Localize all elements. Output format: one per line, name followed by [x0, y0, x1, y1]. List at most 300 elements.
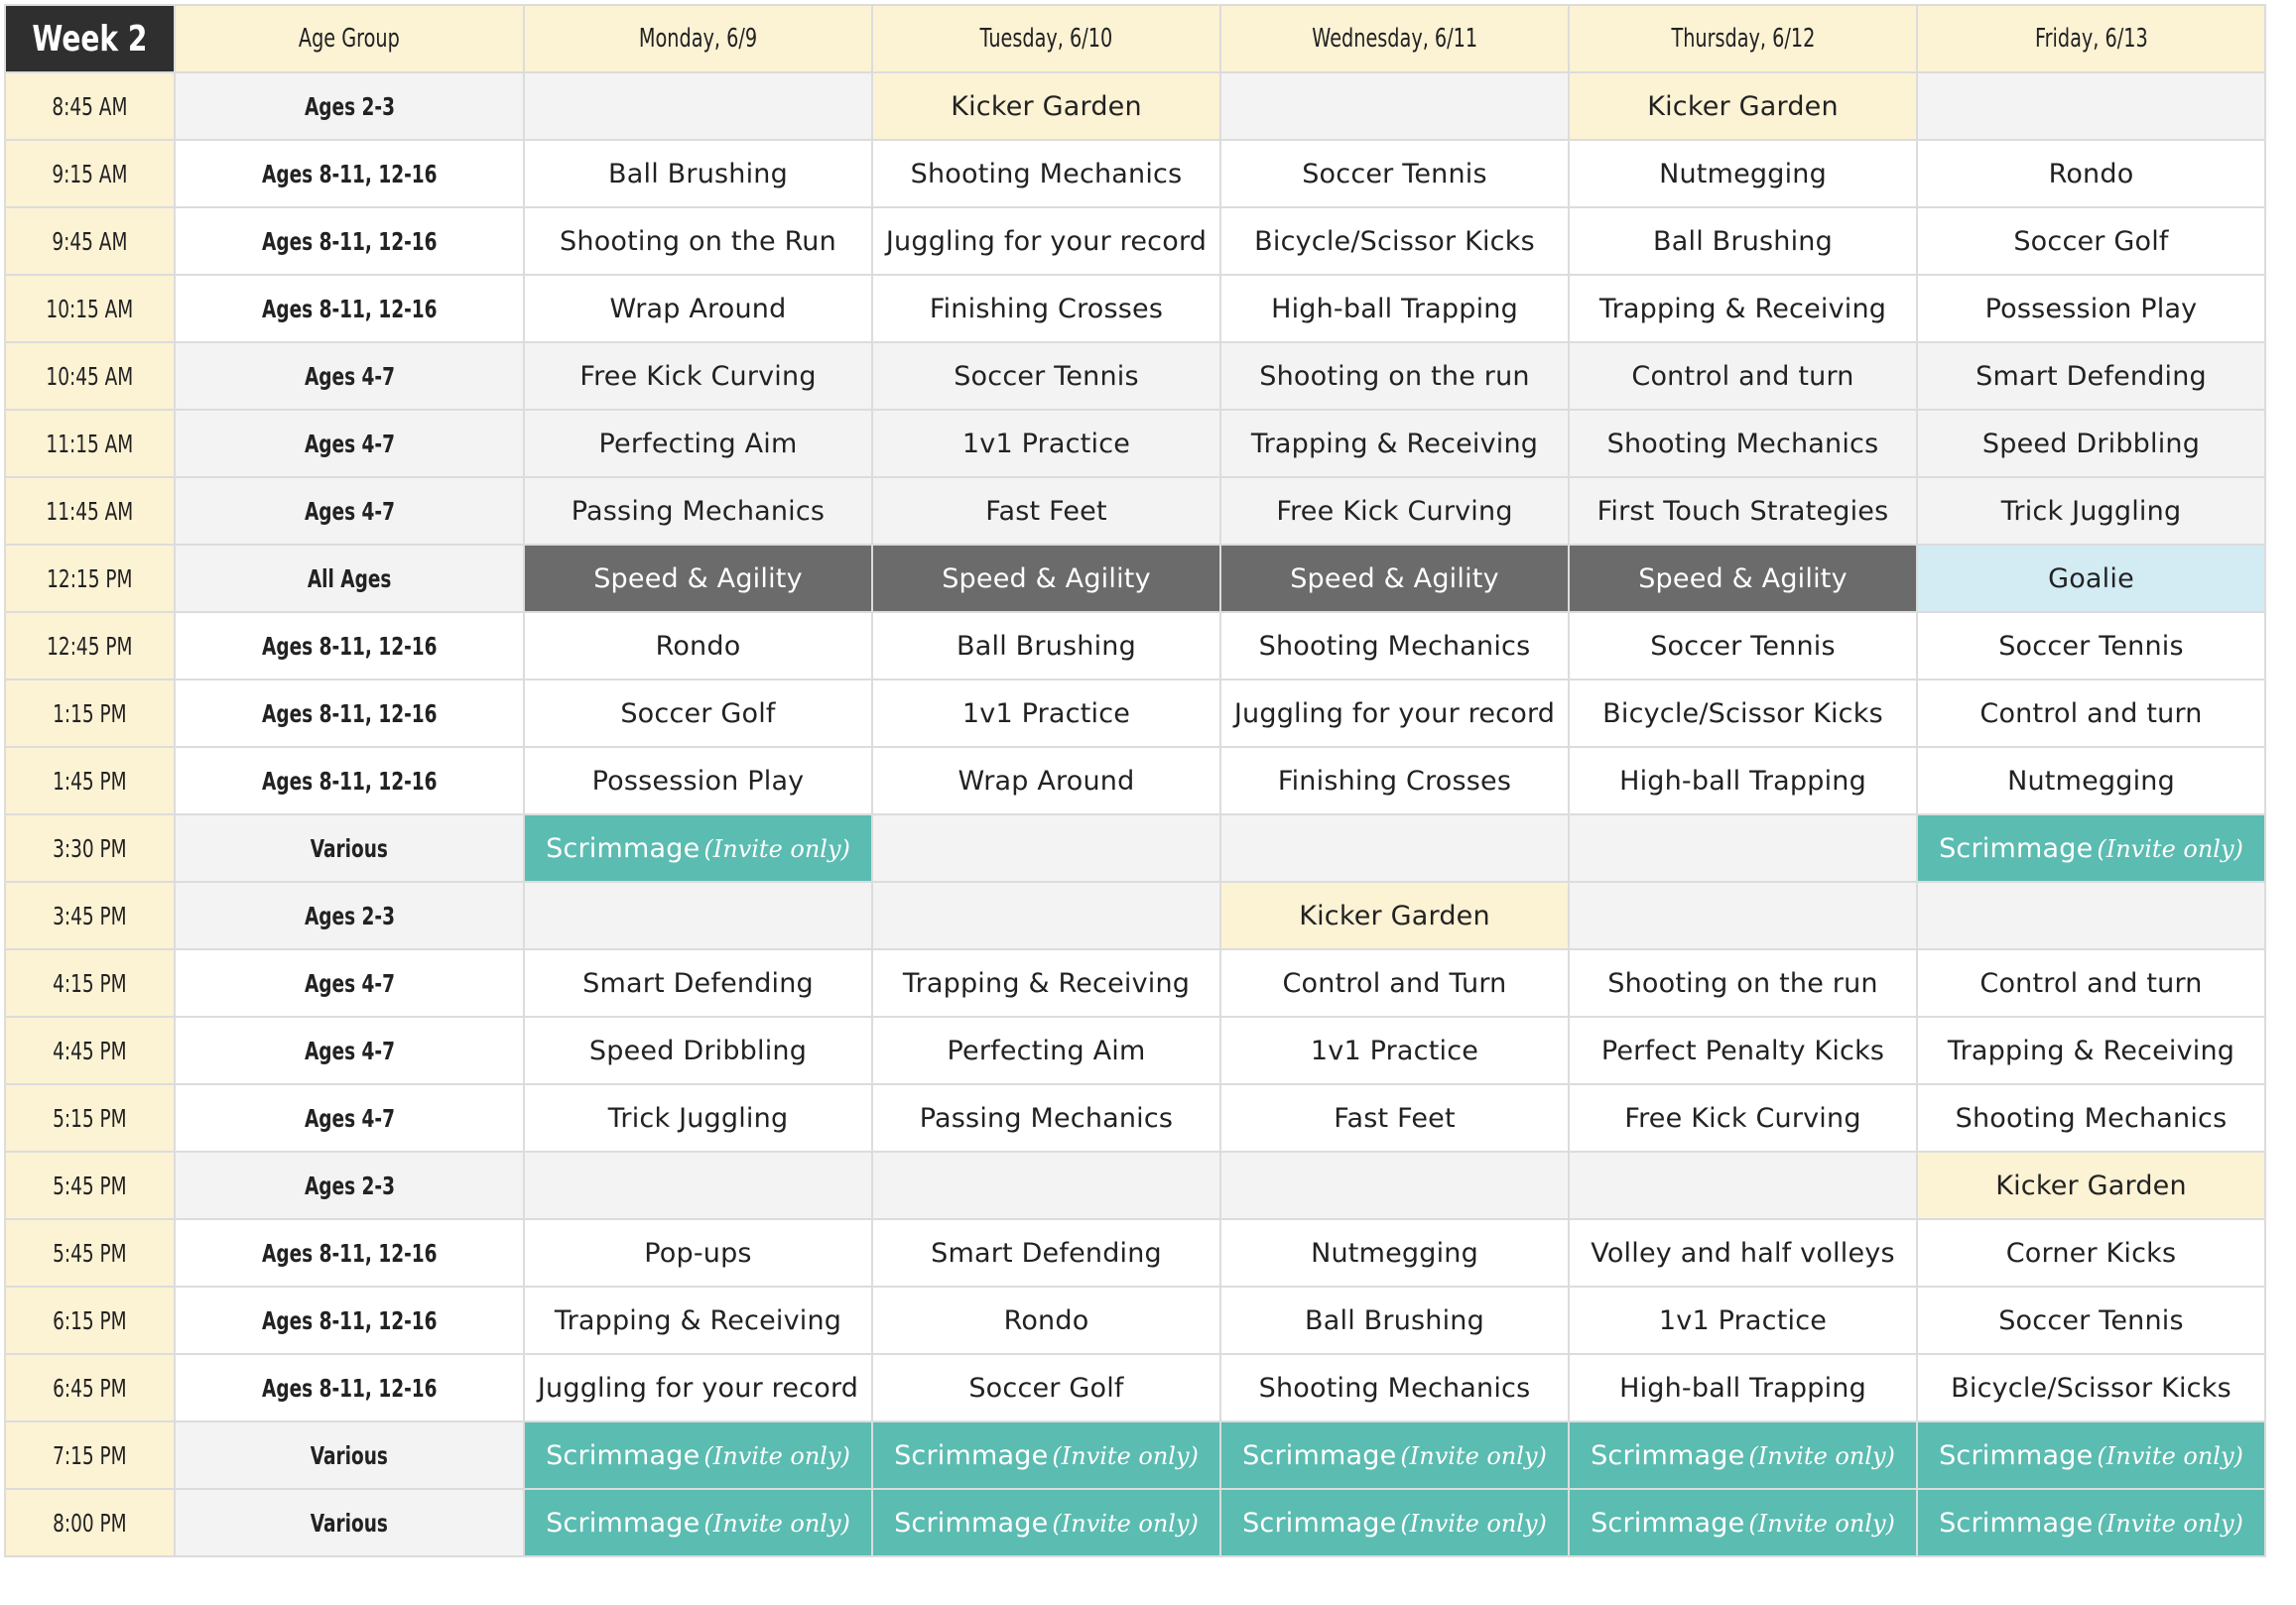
age-group-header-cell: [175, 5, 524, 72]
time-label: 1:45 PM: [53, 766, 127, 796]
activity-cell: [1917, 275, 2265, 342]
time-cell: [5, 545, 175, 612]
activity-cell: [1917, 747, 2265, 814]
activity-label: 1v1 Practice: [961, 428, 1131, 459]
age-group-cell: [175, 612, 524, 679]
time-cell: [5, 814, 175, 882]
age-group-label: Ages 4-7: [304, 496, 395, 526]
empty-cell: [1569, 882, 1917, 949]
time-label: 9:15 AM: [52, 159, 128, 188]
activity-label: Speed & Agility: [942, 562, 1151, 594]
time-cell: [5, 477, 175, 545]
activity-label: Trapping & Receiving: [1598, 293, 1887, 324]
age-group-label: Ages 8-11, 12-16: [261, 631, 438, 661]
age-group-label: Various: [310, 1508, 389, 1538]
activity-cell: [524, 1017, 872, 1084]
time-cell: [5, 140, 175, 207]
activity-label: Soccer Golf: [620, 697, 776, 729]
activity-cell: [1569, 410, 1917, 477]
activity-label: Ball Brushing: [1305, 1304, 1484, 1336]
activity-label: Ball Brushing: [608, 158, 788, 189]
activity-label: Corner Kicks: [2005, 1237, 2177, 1269]
empty-cell: [1917, 72, 2265, 140]
activity-cell: [1220, 1017, 1569, 1084]
activity-cell: [1569, 477, 1917, 545]
activity-cell: [872, 1219, 1220, 1287]
activity-cell: [524, 1219, 872, 1287]
activity-cell: [1917, 679, 2265, 747]
activity-note: (Invite only): [1748, 1441, 1895, 1470]
age-group-label: Ages 2-3: [304, 1171, 395, 1200]
activity-cell: [1569, 72, 1917, 140]
age-group-cell: [175, 1219, 524, 1287]
age-group-label: Various: [310, 1440, 389, 1470]
activity-cell: [872, 140, 1220, 207]
activity-label: Rondo: [1003, 1304, 1089, 1336]
activity-cell: [1917, 410, 2265, 477]
time-label: 5:15 PM: [53, 1103, 127, 1133]
time-cell: [5, 275, 175, 342]
day-header-label: Friday, 6/13: [2034, 24, 2148, 54]
activity-label: Soccer Tennis: [1650, 630, 1836, 662]
activity-cell: [524, 1287, 872, 1354]
activity-label: Kicker Garden: [951, 90, 1142, 122]
activity-label: Juggling for your record: [1233, 697, 1556, 729]
activity-label: Juggling for your record: [885, 225, 1208, 257]
schedule-row: [5, 1354, 2265, 1421]
activity-label: Perfect Penalty Kicks: [1600, 1035, 1885, 1066]
header-row: [5, 5, 2265, 72]
schedule-row: [5, 410, 2265, 477]
age-group-label: Ages 4-7: [304, 1103, 395, 1133]
week-label: Week 2: [32, 18, 148, 60]
schedule-row: [5, 342, 2265, 410]
time-label: 8:45 AM: [52, 91, 128, 121]
activity-label: Volley and half volleys: [1591, 1237, 1895, 1269]
time-label: 5:45 PM: [53, 1171, 127, 1200]
activity-cell: [1220, 1287, 1569, 1354]
age-group-cell: [175, 545, 524, 612]
activity-cell: [1569, 1287, 1917, 1354]
activity-cell: [1220, 477, 1569, 545]
time-cell: [5, 949, 175, 1017]
activity-label: Possession Play: [591, 765, 805, 797]
activity-label: Smart Defending: [1976, 360, 2207, 392]
age-group-label: Ages 8-11, 12-16: [261, 1373, 438, 1403]
time-cell: [5, 1152, 175, 1219]
activity-label: Goalie: [2048, 562, 2134, 594]
activity-label: Shooting Mechanics: [910, 158, 1183, 189]
age-group-cell: [175, 1489, 524, 1556]
schedule-row: [5, 814, 2265, 882]
age-group-label: Ages 2-3: [304, 91, 395, 121]
time-cell: [5, 612, 175, 679]
time-label: 10:45 AM: [46, 361, 134, 391]
activity-cell: [872, 949, 1220, 1017]
activity-label: Finishing Crosses: [1277, 765, 1512, 797]
activity-label: Bicycle/Scissor Kicks: [1951, 1372, 2232, 1404]
schedule-body: [5, 5, 2265, 1556]
day-header-monday: [524, 5, 872, 72]
activity-label: Scrimmage: [1591, 1507, 1745, 1539]
empty-cell: [872, 814, 1220, 882]
activity-note: (Invite only): [2097, 834, 2243, 863]
activity-label: First Touch Strategies: [1596, 495, 1889, 527]
activity-note: (Invite only): [2097, 1509, 2243, 1538]
age-group-header: Age Group: [299, 24, 400, 54]
empty-cell: [1220, 814, 1569, 882]
schedule-row: [5, 1017, 2265, 1084]
age-group-cell: [175, 814, 524, 882]
activity-cell: [872, 1489, 1220, 1556]
activity-label: Shooting on the Run: [560, 225, 836, 257]
activity-cell: [1917, 612, 2265, 679]
activity-label: Scrimmage: [1939, 832, 2094, 864]
activity-cell: [524, 747, 872, 814]
age-group-cell: [175, 882, 524, 949]
activity-cell: [872, 410, 1220, 477]
age-group-label: All Ages: [307, 563, 392, 593]
schedule-row: [5, 545, 2265, 612]
activity-cell: [1917, 477, 2265, 545]
activity-label: Shooting on the run: [1259, 360, 1530, 392]
empty-cell: [1220, 72, 1569, 140]
time-cell: [5, 747, 175, 814]
activity-label: Speed & Agility: [1290, 562, 1499, 594]
age-group-label: Ages 8-11, 12-16: [261, 159, 438, 188]
age-group-label: Ages 8-11, 12-16: [261, 698, 438, 728]
activity-cell: [1220, 1421, 1569, 1489]
empty-cell: [1917, 882, 2265, 949]
age-group-cell: [175, 140, 524, 207]
age-group-label: Ages 4-7: [304, 968, 395, 998]
schedule-row: [5, 747, 2265, 814]
age-group-cell: [175, 1354, 524, 1421]
activity-label: High-ball Trapping: [1619, 765, 1866, 797]
activity-label: Control and turn: [1979, 967, 2203, 999]
time-label: 12:15 PM: [47, 563, 133, 593]
time-label: 3:45 PM: [53, 901, 127, 930]
activity-cell: [524, 1489, 872, 1556]
time-label: 4:15 PM: [53, 968, 127, 998]
activity-label: High-ball Trapping: [1271, 293, 1518, 324]
activity-label: Shooting on the run: [1607, 967, 1878, 999]
activity-cell: [1569, 612, 1917, 679]
activity-cell: [1917, 1489, 2265, 1556]
activity-cell: [1220, 1084, 1569, 1152]
age-group-cell: [175, 949, 524, 1017]
activity-cell: [1569, 1219, 1917, 1287]
activity-label: Nutmegging: [2007, 765, 2175, 797]
activity-label: Trick Juggling: [607, 1102, 789, 1134]
time-label: 5:45 PM: [53, 1238, 127, 1268]
schedule-row: [5, 1287, 2265, 1354]
time-cell: [5, 679, 175, 747]
activity-label: Scrimmage: [1242, 1507, 1397, 1539]
activity-cell: [524, 1421, 872, 1489]
activity-cell: [872, 1421, 1220, 1489]
schedule-row: [5, 1489, 2265, 1556]
empty-cell: [1569, 814, 1917, 882]
time-cell: [5, 1017, 175, 1084]
activity-cell: [1917, 1152, 2265, 1219]
schedule-row: [5, 679, 2265, 747]
activity-label: Kicker Garden: [1995, 1170, 2187, 1201]
schedule-table: [4, 4, 2266, 1557]
activity-label: Perfecting Aim: [947, 1035, 1146, 1066]
activity-cell: [872, 275, 1220, 342]
activity-cell: [1569, 1017, 1917, 1084]
time-label: 4:45 PM: [53, 1036, 127, 1065]
activity-label: Rondo: [655, 630, 741, 662]
activity-label: Scrimmage: [1591, 1439, 1745, 1471]
activity-label: 1v1 Practice: [961, 697, 1131, 729]
activity-cell: [1569, 342, 1917, 410]
empty-cell: [872, 1152, 1220, 1219]
activity-cell: [524, 1354, 872, 1421]
activity-label: Bicycle/Scissor Kicks: [1602, 697, 1883, 729]
activity-label: Scrimmage: [1939, 1507, 2094, 1539]
activity-label: Scrimmage: [894, 1507, 1049, 1539]
activity-cell: [1220, 275, 1569, 342]
activity-label: Passing Mechanics: [919, 1102, 1174, 1134]
activity-label: Ball Brushing: [1653, 225, 1833, 257]
empty-cell: [524, 72, 872, 140]
activity-cell: [1917, 342, 2265, 410]
activity-label: Speed & Agility: [1638, 562, 1848, 594]
activity-label: Pop-ups: [644, 1237, 752, 1269]
activity-cell: [524, 410, 872, 477]
time-label: 6:45 PM: [53, 1373, 127, 1403]
age-group-label: Ages 8-11, 12-16: [261, 226, 438, 256]
age-group-cell: [175, 342, 524, 410]
activity-note: (Invite only): [1400, 1509, 1547, 1538]
schedule-row: [5, 1421, 2265, 1489]
activity-cell: [1220, 1219, 1569, 1287]
activity-label: Trapping & Receiving: [1250, 428, 1539, 459]
activity-cell: [872, 747, 1220, 814]
schedule-row: [5, 949, 2265, 1017]
schedule-row: [5, 207, 2265, 275]
activity-label: Trapping & Receiving: [902, 967, 1191, 999]
activity-label: High-ball Trapping: [1619, 1372, 1866, 1404]
activity-note: (Invite only): [703, 834, 850, 863]
activity-label: Nutmegging: [1659, 158, 1827, 189]
age-group-cell: [175, 477, 524, 545]
activity-cell: [1220, 1354, 1569, 1421]
age-group-label: Ages 4-7: [304, 1036, 395, 1065]
activity-label: Rondo: [2048, 158, 2134, 189]
activity-cell: [1917, 949, 2265, 1017]
time-label: 1:15 PM: [53, 698, 127, 728]
activity-label: Free Kick Curving: [1624, 1102, 1861, 1134]
activity-cell: [1917, 545, 2265, 612]
activity-cell: [1220, 949, 1569, 1017]
time-label: 7:15 PM: [53, 1440, 127, 1470]
activity-label: Scrimmage: [546, 1507, 701, 1539]
activity-cell: [1917, 140, 2265, 207]
schedule-row: [5, 72, 2265, 140]
activity-label: Scrimmage: [546, 832, 701, 864]
week-label-cell: [5, 5, 175, 72]
time-cell: [5, 1219, 175, 1287]
day-header-wednesday: [1220, 5, 1569, 72]
activity-cell: [1220, 747, 1569, 814]
activity-label: 1v1 Practice: [1310, 1035, 1479, 1066]
activity-cell: [1917, 1287, 2265, 1354]
time-cell: [5, 207, 175, 275]
activity-cell: [1220, 612, 1569, 679]
schedule-row: [5, 1219, 2265, 1287]
time-label: 11:45 AM: [46, 496, 134, 526]
schedule-row: [5, 140, 2265, 207]
activity-cell: [1569, 949, 1917, 1017]
activity-cell: [1569, 1489, 1917, 1556]
activity-cell: [872, 72, 1220, 140]
activity-label: Perfecting Aim: [598, 428, 798, 459]
time-cell: [5, 342, 175, 410]
activity-cell: [1569, 140, 1917, 207]
activity-label: Control and turn: [1979, 697, 2203, 729]
activity-label: Ball Brushing: [957, 630, 1136, 662]
age-group-cell: [175, 72, 524, 140]
activity-note: (Invite only): [2097, 1441, 2243, 1470]
activity-cell: [1220, 410, 1569, 477]
schedule-row: [5, 612, 2265, 679]
time-label: 9:45 AM: [52, 226, 128, 256]
time-cell: [5, 1489, 175, 1556]
activity-cell: [524, 140, 872, 207]
schedule-row: [5, 882, 2265, 949]
activity-cell: [872, 545, 1220, 612]
age-group-cell: [175, 1421, 524, 1489]
age-group-label: Ages 4-7: [304, 429, 395, 458]
activity-label: Wrap Around: [609, 293, 787, 324]
activity-cell: [1220, 140, 1569, 207]
age-group-label: Ages 8-11, 12-16: [261, 1238, 438, 1268]
age-group-cell: [175, 207, 524, 275]
activity-note: (Invite only): [1400, 1441, 1547, 1470]
age-group-cell: [175, 1152, 524, 1219]
age-group-label: Ages 4-7: [304, 361, 395, 391]
activity-label: Control and Turn: [1282, 967, 1507, 999]
activity-label: Speed Dribbling: [1981, 428, 2201, 459]
activity-label: Trapping & Receiving: [554, 1304, 842, 1336]
age-group-label: Ages 8-11, 12-16: [261, 766, 438, 796]
activity-label: Soccer Golf: [2013, 225, 2169, 257]
schedule-row: [5, 477, 2265, 545]
activity-cell: [1569, 747, 1917, 814]
activity-cell: [1220, 882, 1569, 949]
activity-label: Speed Dribbling: [588, 1035, 808, 1066]
schedule-row: [5, 1084, 2265, 1152]
age-group-cell: [175, 1287, 524, 1354]
activity-label: Passing Mechanics: [571, 495, 826, 527]
time-cell: [5, 410, 175, 477]
activity-cell: [1220, 545, 1569, 612]
activity-label: Trapping & Receiving: [1947, 1035, 2235, 1066]
time-label: 12:45 PM: [47, 631, 133, 661]
age-group-cell: [175, 410, 524, 477]
activity-note: (Invite only): [703, 1509, 850, 1538]
activity-label: Smart Defending: [931, 1237, 1162, 1269]
activity-label: Possession Play: [1984, 293, 2198, 324]
age-group-label: Ages 8-11, 12-16: [261, 294, 438, 323]
activity-note: (Invite only): [1052, 1441, 1199, 1470]
activity-cell: [872, 207, 1220, 275]
age-group-cell: [175, 1017, 524, 1084]
activity-label: Kicker Garden: [1299, 900, 1490, 931]
activity-cell: [1917, 1354, 2265, 1421]
activity-note: (Invite only): [1052, 1509, 1199, 1538]
age-group-cell: [175, 275, 524, 342]
time-cell: [5, 72, 175, 140]
activity-cell: [524, 679, 872, 747]
activity-cell: [524, 477, 872, 545]
day-header-label: Wednesday, 6/11: [1312, 24, 1477, 54]
activity-label: Free Kick Curving: [579, 360, 817, 392]
schedule-row: [5, 275, 2265, 342]
activity-label: Juggling for your record: [537, 1372, 859, 1404]
activity-label: Soccer Tennis: [954, 360, 1139, 392]
age-group-cell: [175, 679, 524, 747]
activity-label: Scrimmage: [1242, 1439, 1397, 1471]
activity-label: Free Kick Curving: [1276, 495, 1513, 527]
time-label: 10:15 AM: [46, 294, 134, 323]
activity-cell: [1917, 1219, 2265, 1287]
activity-label: Shooting Mechanics: [1606, 428, 1879, 459]
day-header-thursday: [1569, 5, 1917, 72]
schedule-row: [5, 1152, 2265, 1219]
activity-cell: [872, 1287, 1220, 1354]
activity-cell: [1569, 679, 1917, 747]
activity-label: Scrimmage: [546, 1439, 701, 1471]
empty-cell: [1220, 1152, 1569, 1219]
activity-cell: [524, 342, 872, 410]
activity-label: Soccer Golf: [968, 1372, 1124, 1404]
day-header-friday: [1917, 5, 2265, 72]
empty-cell: [524, 882, 872, 949]
activity-cell: [524, 207, 872, 275]
day-header-label: Monday, 6/9: [638, 24, 758, 54]
day-header-tuesday: [872, 5, 1220, 72]
empty-cell: [872, 882, 1220, 949]
time-cell: [5, 1287, 175, 1354]
activity-cell: [872, 1084, 1220, 1152]
activity-cell: [1569, 1084, 1917, 1152]
activity-label: Soccer Tennis: [1998, 1304, 2184, 1336]
activity-cell: [524, 949, 872, 1017]
activity-label: Smart Defending: [582, 967, 814, 999]
activity-cell: [1569, 1354, 1917, 1421]
day-header-label: Tuesday, 6/10: [979, 24, 1113, 54]
activity-label: Fast Feet: [985, 495, 1107, 527]
activity-label: Scrimmage: [1939, 1439, 2094, 1471]
activity-cell: [872, 679, 1220, 747]
activity-cell: [1917, 207, 2265, 275]
activity-label: Soccer Tennis: [1302, 158, 1487, 189]
activity-cell: [524, 275, 872, 342]
activity-cell: [1220, 342, 1569, 410]
activity-note: (Invite only): [703, 1441, 850, 1470]
activity-cell: [872, 342, 1220, 410]
activity-cell: [524, 1084, 872, 1152]
activity-label: Shooting Mechanics: [1955, 1102, 2228, 1134]
age-group-label: Various: [310, 833, 389, 863]
empty-cell: [1569, 1152, 1917, 1219]
activity-label: Soccer Tennis: [1998, 630, 2184, 662]
activity-cell: [524, 545, 872, 612]
